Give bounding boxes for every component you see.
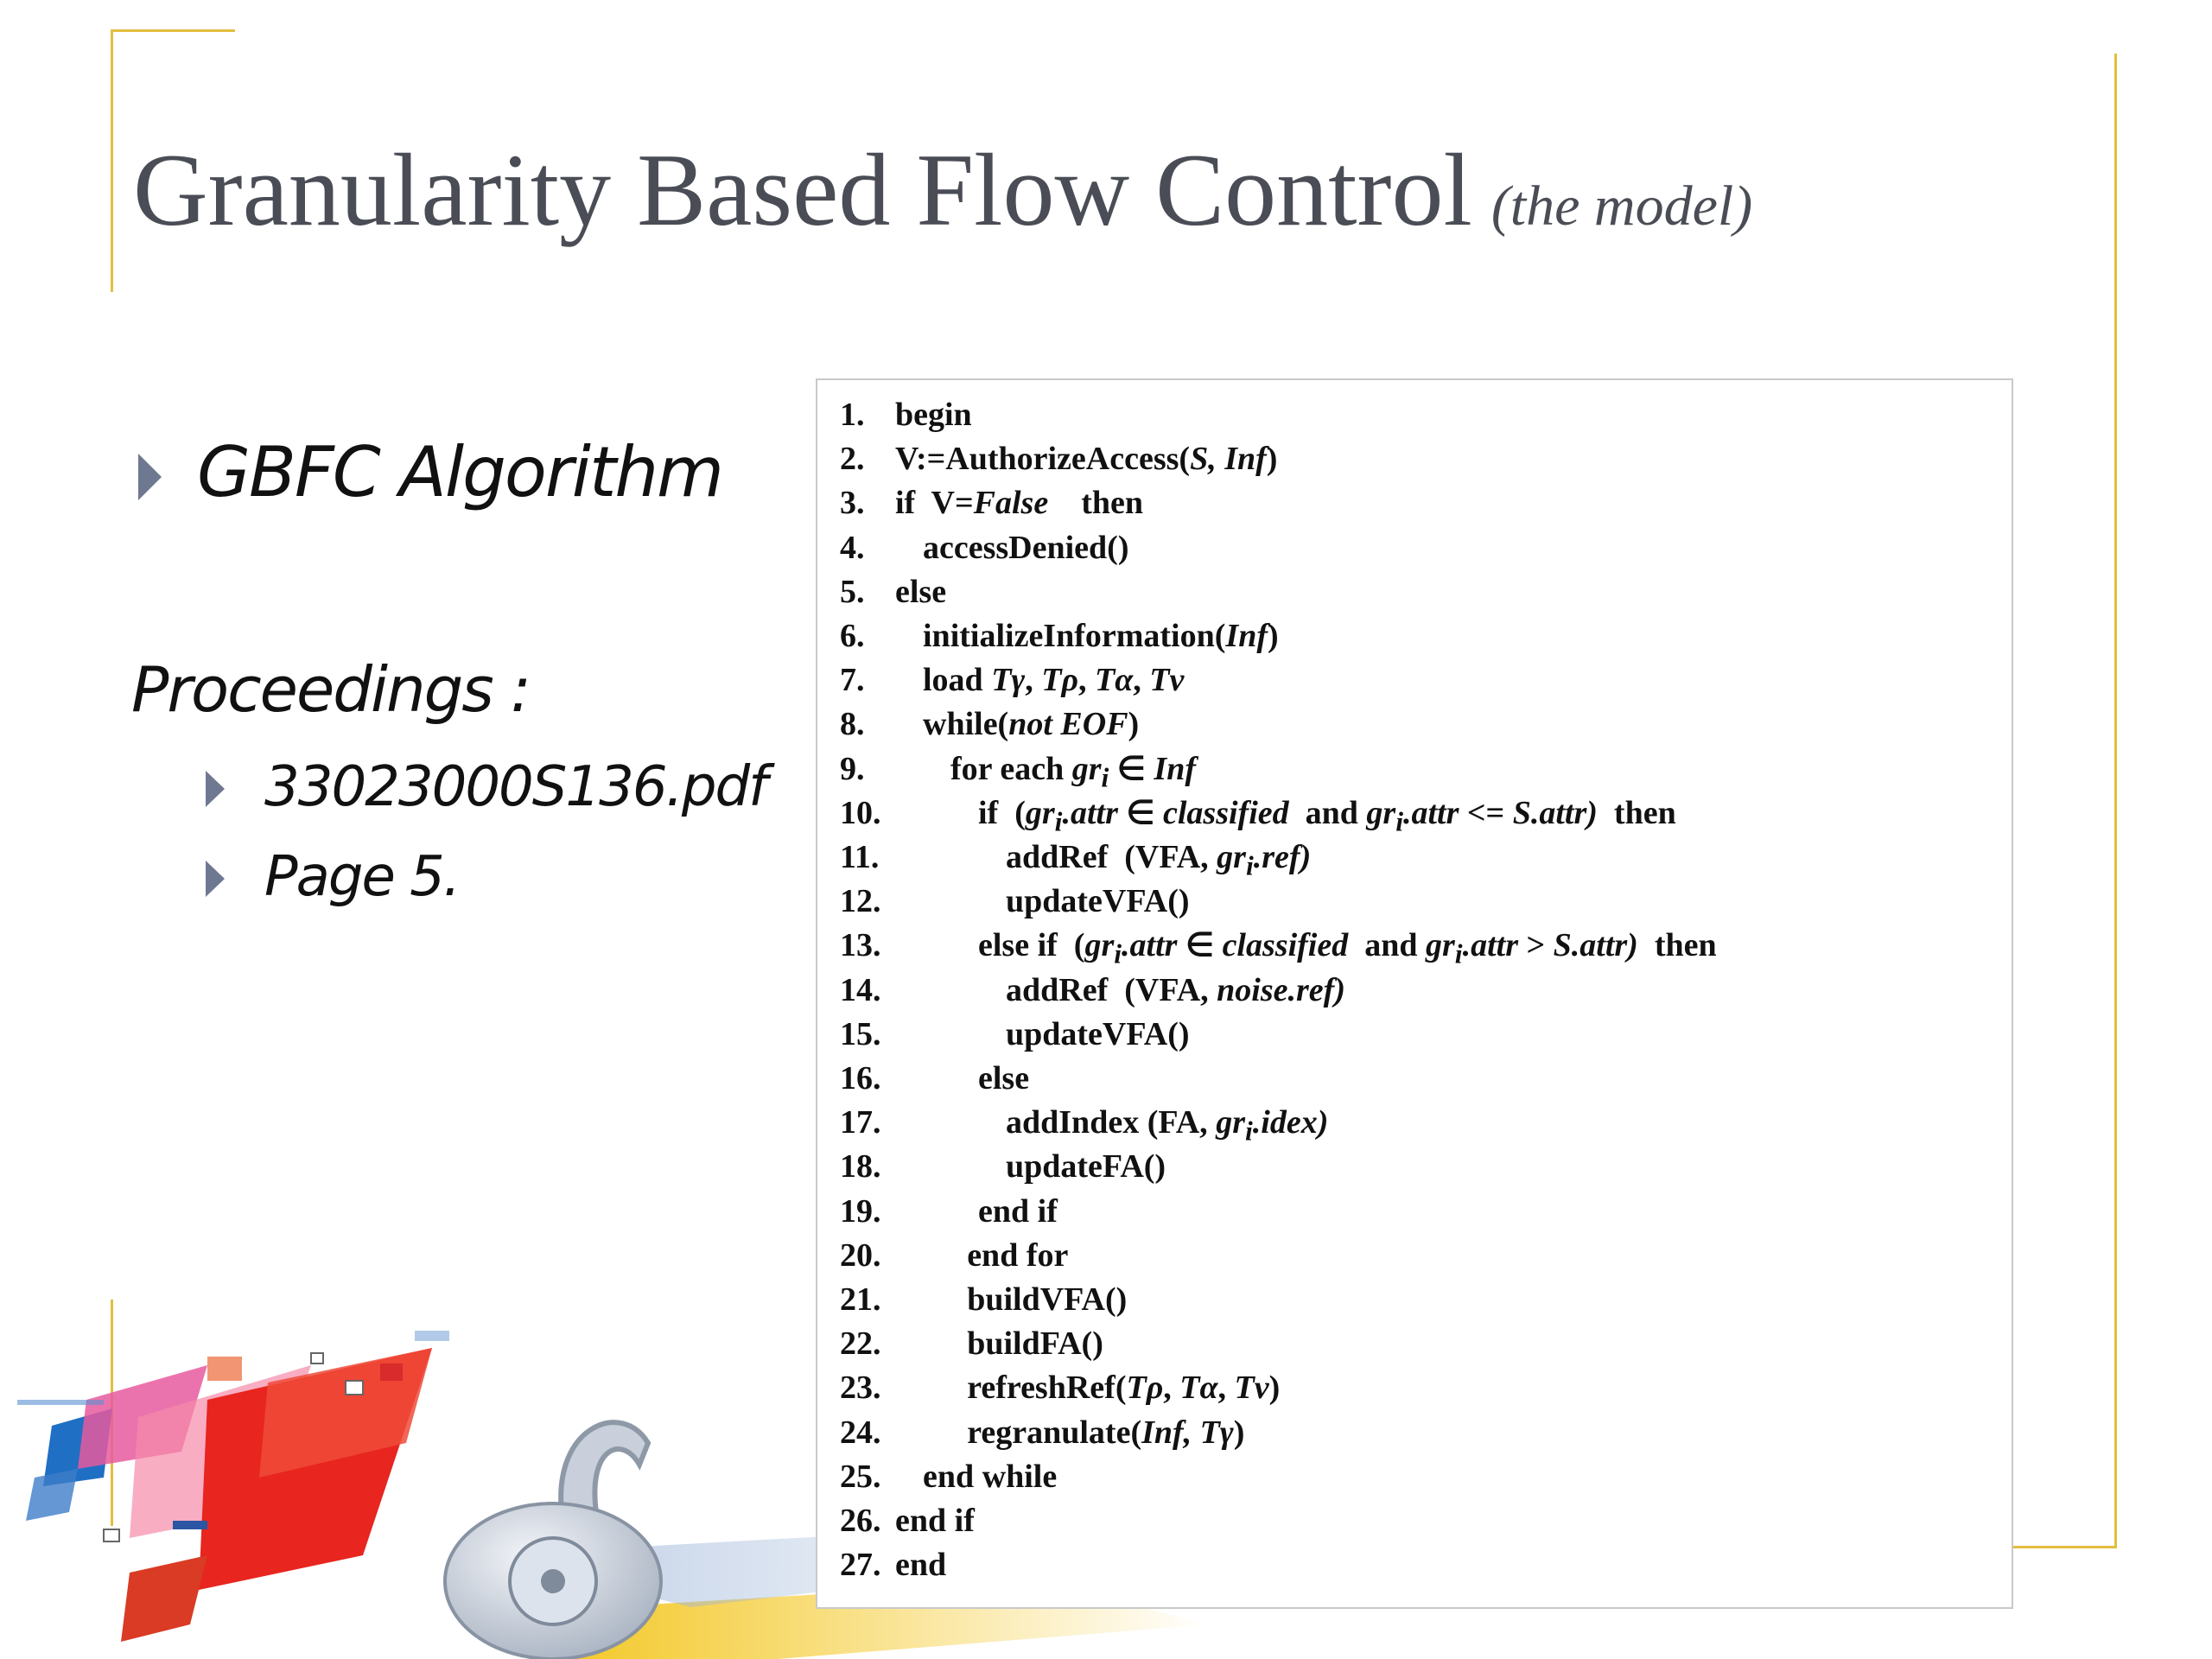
algorithm-line-12 xyxy=(840,879,1190,924)
line-number: 1. xyxy=(840,397,865,433)
algorithm-line-6 xyxy=(840,613,1279,658)
line-number: 21. xyxy=(840,1281,881,1318)
algorithm-line-4 xyxy=(840,525,1128,570)
line-number: 18. xyxy=(840,1148,881,1185)
line-number: 20. xyxy=(840,1236,881,1274)
line-code: buildVFA() xyxy=(967,1281,1128,1318)
line-number: 19. xyxy=(840,1192,881,1230)
line-code: load Tγ, Tρ, Tα, Tν xyxy=(923,662,1185,699)
frame-top-left-vertical xyxy=(111,29,113,292)
line-number: 14. xyxy=(840,971,881,1008)
line-code: end while xyxy=(923,1458,1058,1495)
algorithm-line-17 xyxy=(840,1100,1328,1145)
algorithm-line-2 xyxy=(840,436,1277,481)
line-code: begin xyxy=(895,397,972,433)
algorithm-box xyxy=(816,378,2013,1609)
algorithm-line-10 xyxy=(840,791,1676,836)
algorithm-line-7 xyxy=(840,658,1184,702)
line-number: 7. xyxy=(840,662,865,699)
line-number: 10. xyxy=(840,794,881,831)
line-number: 22. xyxy=(840,1325,881,1363)
algorithm-line-14 xyxy=(840,968,1345,1013)
colored-tiles xyxy=(17,1331,449,1642)
algorithm-line-11 xyxy=(840,835,1311,880)
line-code: for each $gr_i$ ∈ Inf xyxy=(950,750,1196,793)
algorithm-line-18 xyxy=(840,1144,1166,1189)
algorithm-line-13 xyxy=(840,923,1717,968)
line-number: 5. xyxy=(840,573,865,610)
line-code: else xyxy=(895,573,947,610)
line-number: 4. xyxy=(840,529,865,566)
line-number: 27. xyxy=(840,1547,881,1584)
line-number: 9. xyxy=(840,750,865,787)
line-code: accessDenied() xyxy=(923,529,1129,566)
line-code: updateVFA() xyxy=(1006,1015,1190,1052)
line-code: updateVFA() xyxy=(1006,883,1190,920)
line-code: regranulate(Inf, Tγ) xyxy=(967,1414,1245,1451)
title-main: Granularity Based Flow Control xyxy=(133,132,1472,247)
line-code: else if ($gr_i.attr$ ∈ classified and $gr_i.attr$ > S.attr) then xyxy=(978,927,1717,969)
line-number: 24. xyxy=(840,1414,881,1451)
algorithm-line-25 xyxy=(840,1454,1057,1499)
line-number: 11. xyxy=(840,839,880,875)
line-code: refreshRef(Tρ, Tα, Tν) xyxy=(967,1370,1281,1407)
algorithm-line-9 xyxy=(840,747,1196,791)
algorithm-line-23 xyxy=(840,1365,1280,1410)
algorithm-line-3 xyxy=(840,480,1143,525)
line-code: addRef (VFA, $gr_i.ref$) xyxy=(1006,839,1312,881)
line-number: 23. xyxy=(840,1370,881,1407)
sub-bullet-arrow-icon xyxy=(206,861,225,897)
line-number: 2. xyxy=(840,441,865,478)
algorithm-line-8 xyxy=(840,702,1139,747)
line-code: while(not EOF) xyxy=(923,706,1140,743)
line-code: addRef (VFA, noise.ref) xyxy=(1006,971,1345,1008)
title-suffix: (the model) xyxy=(1491,175,1753,238)
line-code: V:=AuthorizeAccess(S, Inf) xyxy=(895,441,1278,478)
line-code: else xyxy=(978,1060,1030,1096)
line-code: if V=False then xyxy=(895,485,1143,522)
algorithm-line-1 xyxy=(840,392,972,437)
algorithm-line-24 xyxy=(840,1410,1244,1455)
line-code: initializeInformation(Inf) xyxy=(923,618,1279,654)
frame-top-left-horizontal xyxy=(111,29,235,32)
line-code: end for xyxy=(967,1236,1069,1274)
sub-item-page: Page 5. xyxy=(264,845,460,909)
line-number: 13. xyxy=(840,927,881,964)
line-number: 15. xyxy=(840,1015,881,1052)
algorithm-line-22 xyxy=(840,1321,1103,1366)
line-number: 3. xyxy=(840,485,865,522)
bullet-gbfc-algorithm: GBFC Algorithm xyxy=(197,432,722,512)
frame-right-vertical xyxy=(2114,54,2117,1548)
line-code: buildFA() xyxy=(967,1325,1103,1363)
algorithm-line-19 xyxy=(840,1189,1058,1234)
sub-item-pdf: 33023000S136.pdf xyxy=(264,755,766,819)
line-number: 25. xyxy=(840,1458,881,1495)
algorithm-line-20 xyxy=(840,1233,1068,1278)
line-code: end if xyxy=(978,1192,1058,1230)
line-code: end xyxy=(895,1547,947,1584)
line-number: 26. xyxy=(840,1503,881,1539)
algorithm-line-26 xyxy=(840,1498,975,1543)
proceedings-label: Proceedings : xyxy=(131,653,530,726)
line-code: updateFA() xyxy=(1006,1148,1166,1185)
line-number: 17. xyxy=(840,1104,881,1141)
slide-title xyxy=(133,132,1753,247)
algorithm-line-27 xyxy=(840,1542,946,1587)
line-number: 6. xyxy=(840,618,865,654)
padlock-icon xyxy=(445,1422,661,1659)
line-code: end if xyxy=(895,1503,975,1539)
bullet-arrow-icon xyxy=(138,454,162,500)
sub-bullet-arrow-icon xyxy=(206,771,225,807)
line-number: 12. xyxy=(840,883,881,920)
algorithm-line-15 xyxy=(840,1012,1190,1057)
line-number: 8. xyxy=(840,706,865,743)
algorithm-line-21 xyxy=(840,1277,1127,1322)
algorithm-line-5 xyxy=(840,569,946,614)
line-code: addIndex (FA, $gr_i.idex$) xyxy=(1006,1104,1329,1147)
line-code: if ($gr_i.attr$ ∈ classified and $gr_i.attr$ <= S.attr) then xyxy=(978,794,1676,837)
line-number: 16. xyxy=(840,1060,881,1096)
algorithm-line-16 xyxy=(840,1056,1029,1101)
